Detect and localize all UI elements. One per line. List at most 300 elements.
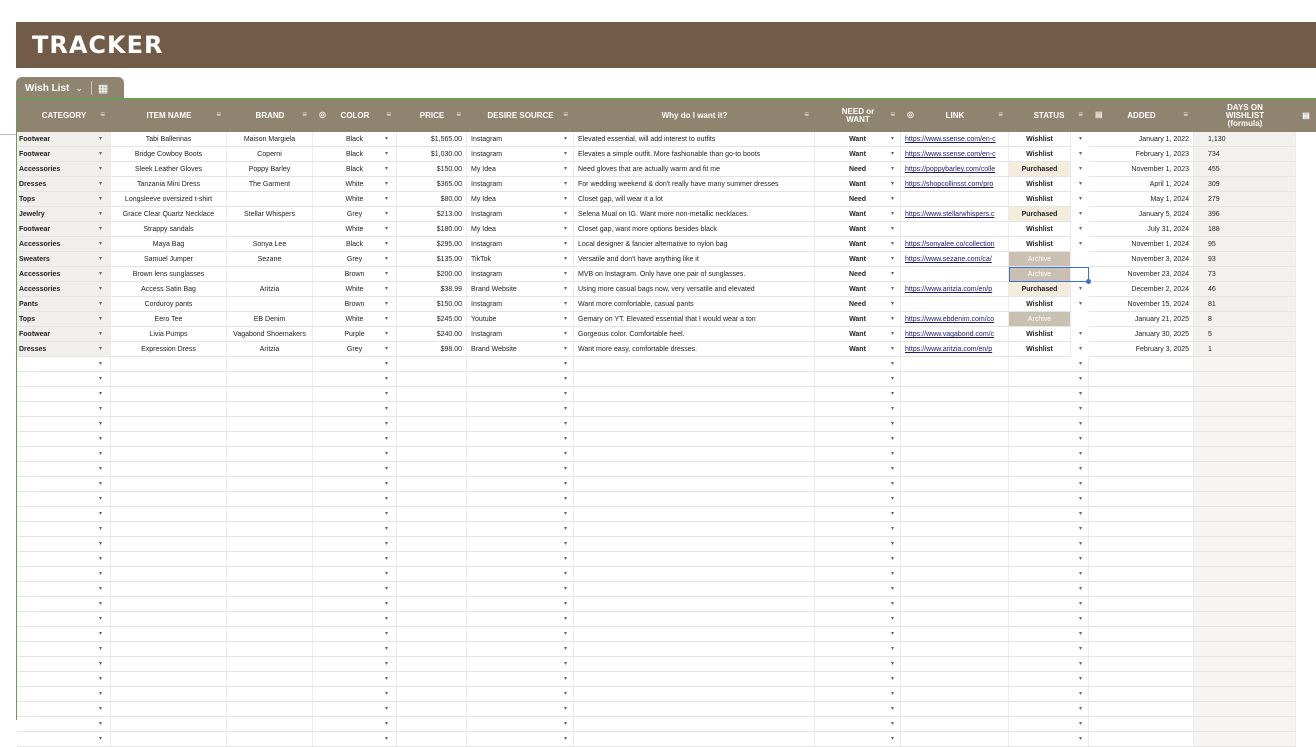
- cell-added[interactable]: [1089, 537, 1194, 552]
- cell-brand[interactable]: [227, 492, 313, 507]
- cell-brand[interactable]: [227, 672, 313, 687]
- cell-category[interactable]: [17, 417, 111, 432]
- cell-source[interactable]: [467, 627, 574, 642]
- cell-brand[interactable]: [227, 597, 313, 612]
- cell-need[interactable]: [815, 717, 901, 732]
- cell-why[interactable]: [574, 582, 815, 597]
- cell-item[interactable]: [111, 477, 227, 492]
- dropdown-arrow-icon[interactable]: ▾: [564, 361, 568, 367]
- cell-link[interactable]: [901, 147, 1009, 162]
- cell-need[interactable]: [815, 417, 901, 432]
- dropdown-arrow-icon[interactable]: ▾: [385, 316, 389, 322]
- cell-price[interactable]: [397, 342, 467, 357]
- cell-category[interactable]: [17, 492, 111, 507]
- cell-status[interactable]: [1009, 282, 1071, 297]
- cell-days[interactable]: [1194, 447, 1296, 462]
- selected-cell[interactable]: [1009, 267, 1089, 282]
- dropdown-arrow-icon[interactable]: ▾: [891, 211, 895, 217]
- cell-source[interactable]: [467, 462, 574, 477]
- cell-why[interactable]: [574, 492, 815, 507]
- filter-icon[interactable]: ≡: [100, 110, 105, 119]
- cell-brand[interactable]: [227, 342, 313, 357]
- cell-status[interactable]: [1009, 717, 1089, 732]
- cell-why[interactable]: [574, 462, 815, 477]
- cell-need[interactable]: [815, 267, 901, 282]
- dropdown-arrow-icon[interactable]: ▾: [385, 586, 389, 592]
- dropdown-arrow-icon[interactable]: ▾: [385, 301, 389, 307]
- cell-price[interactable]: [397, 177, 467, 192]
- cell-need[interactable]: [815, 537, 901, 552]
- dropdown-arrow-icon[interactable]: ▾: [385, 241, 389, 247]
- cell-category[interactable]: [17, 567, 111, 582]
- cell-link[interactable]: [901, 567, 1009, 582]
- cell-added[interactable]: [1089, 507, 1194, 522]
- cell-item[interactable]: [111, 732, 227, 747]
- cell-price[interactable]: [397, 627, 467, 642]
- cell-status[interactable]: [1009, 492, 1089, 507]
- cell-item[interactable]: [111, 372, 227, 387]
- cell-status[interactable]: [1009, 312, 1071, 327]
- dropdown-arrow-icon[interactable]: ▾: [385, 211, 389, 217]
- dropdown-arrow-icon[interactable]: ▾: [564, 256, 568, 262]
- dropdown-arrow-icon[interactable]: ▾: [385, 376, 389, 382]
- cell-source[interactable]: [467, 192, 574, 207]
- dropdown-arrow-icon[interactable]: ▾: [385, 601, 389, 607]
- cell-need[interactable]: [815, 477, 901, 492]
- cell-added[interactable]: [1089, 312, 1194, 327]
- cell-status[interactable]: [1009, 567, 1089, 582]
- cell-status[interactable]: [1009, 552, 1089, 567]
- cell-brand[interactable]: [227, 357, 313, 372]
- cell-why[interactable]: [574, 612, 815, 627]
- dropdown-arrow-icon[interactable]: ▾: [1079, 646, 1083, 652]
- cell-link[interactable]: [901, 582, 1009, 597]
- dropdown-arrow-icon[interactable]: ▾: [1079, 391, 1083, 397]
- dropdown-arrow-icon[interactable]: ▾: [99, 706, 103, 712]
- dropdown-arrow-icon[interactable]: ▾: [1079, 301, 1083, 307]
- cell-price[interactable]: [397, 357, 467, 372]
- cell-item[interactable]: [111, 552, 227, 567]
- cell-days[interactable]: [1194, 177, 1296, 192]
- cell-source[interactable]: [467, 207, 574, 222]
- cell-source[interactable]: [467, 522, 574, 537]
- dropdown-arrow-icon[interactable]: ▾: [385, 676, 389, 682]
- cell-why[interactable]: [574, 177, 815, 192]
- cell-source[interactable]: [467, 492, 574, 507]
- dropdown-arrow-icon[interactable]: ▾: [564, 601, 568, 607]
- cell-link[interactable]: [901, 177, 1009, 192]
- cell-brand[interactable]: [227, 627, 313, 642]
- cell-need[interactable]: [815, 492, 901, 507]
- cell-added[interactable]: [1089, 552, 1194, 567]
- selection-handle[interactable]: [1086, 279, 1091, 284]
- cell-category[interactable]: [17, 537, 111, 552]
- cell-days[interactable]: [1194, 597, 1296, 612]
- cell-category[interactable]: [17, 462, 111, 477]
- cell-why[interactable]: [574, 717, 815, 732]
- cell-category[interactable]: [17, 597, 111, 612]
- cell-category[interactable]: [17, 357, 111, 372]
- cell-source[interactable]: [467, 222, 574, 237]
- cell-source[interactable]: [467, 687, 574, 702]
- cell-status[interactable]: [1009, 252, 1071, 267]
- cell-status[interactable]: [1009, 447, 1089, 462]
- dropdown-arrow-icon[interactable]: ▾: [99, 721, 103, 727]
- cell-item[interactable]: [111, 447, 227, 462]
- cell-item[interactable]: [111, 657, 227, 672]
- dropdown-arrow-icon[interactable]: ▾: [891, 361, 895, 367]
- dropdown-arrow-icon[interactable]: ▾: [385, 541, 389, 547]
- dropdown-arrow-icon[interactable]: ▾: [99, 331, 103, 337]
- dropdown-arrow-icon[interactable]: ▾: [891, 421, 895, 427]
- dropdown-arrow-icon[interactable]: ▾: [564, 496, 568, 502]
- cell-category[interactable]: [17, 252, 111, 267]
- filter-icon[interactable]: ≡: [998, 110, 1003, 119]
- cell-added[interactable]: [1089, 267, 1194, 282]
- column-header-price[interactable]: [397, 100, 467, 132]
- dropdown-arrow-icon[interactable]: ▾: [99, 436, 103, 442]
- dropdown-arrow-icon[interactable]: ▾: [564, 406, 568, 412]
- cell-why[interactable]: [574, 132, 815, 147]
- cell-source[interactable]: [467, 282, 574, 297]
- cell-added[interactable]: [1089, 522, 1194, 537]
- cell-link[interactable]: [901, 447, 1009, 462]
- cell-price[interactable]: [397, 297, 467, 312]
- cell-link[interactable]: [901, 162, 1009, 177]
- filter-icon[interactable]: ≡: [216, 110, 221, 119]
- cell-item[interactable]: [111, 402, 227, 417]
- cell-status[interactable]: [1009, 642, 1089, 657]
- dropdown-arrow-icon[interactable]: ▾: [99, 451, 103, 457]
- cell-link[interactable]: [901, 297, 1009, 312]
- cell-need[interactable]: [815, 402, 901, 417]
- cell-price[interactable]: [397, 657, 467, 672]
- dropdown-arrow-icon[interactable]: ▾: [564, 661, 568, 667]
- dropdown-arrow-icon[interactable]: ▾: [385, 661, 389, 667]
- cell-item[interactable]: [111, 132, 227, 147]
- dropdown-arrow-icon[interactable]: ▾: [564, 526, 568, 532]
- dropdown-arrow-icon[interactable]: ▾: [99, 241, 103, 247]
- cell-link[interactable]: [901, 372, 1009, 387]
- cell-need[interactable]: [815, 132, 901, 147]
- dropdown-arrow-icon[interactable]: ▾: [1079, 196, 1083, 202]
- cell-status[interactable]: [1009, 537, 1089, 552]
- cell-link[interactable]: [901, 252, 1009, 267]
- dropdown-arrow-icon[interactable]: ▾: [891, 481, 895, 487]
- dropdown-arrow-icon[interactable]: ▾: [564, 706, 568, 712]
- cell-days[interactable]: [1194, 342, 1296, 357]
- dropdown-arrow-icon[interactable]: ▾: [891, 511, 895, 517]
- cell-source[interactable]: [467, 357, 574, 372]
- dropdown-arrow-icon[interactable]: ▾: [891, 706, 895, 712]
- cell-days[interactable]: [1194, 522, 1296, 537]
- cell-brand[interactable]: [227, 207, 313, 222]
- cell-price[interactable]: [397, 672, 467, 687]
- dropdown-arrow-icon[interactable]: ▾: [99, 271, 103, 277]
- cell-source[interactable]: [467, 672, 574, 687]
- dropdown-arrow-icon[interactable]: ▾: [1079, 211, 1083, 217]
- cell-added[interactable]: [1089, 477, 1194, 492]
- cell-brand[interactable]: [227, 222, 313, 237]
- filter-icon[interactable]: ≡: [386, 110, 391, 119]
- dropdown-arrow-icon[interactable]: ▾: [1079, 346, 1083, 352]
- dropdown-arrow-icon[interactable]: ▾: [385, 466, 389, 472]
- cell-category[interactable]: [17, 312, 111, 327]
- dropdown-arrow-icon[interactable]: ▾: [564, 691, 568, 697]
- cell-need[interactable]: [815, 372, 901, 387]
- dropdown-arrow-icon[interactable]: ▾: [891, 646, 895, 652]
- cell-days[interactable]: [1194, 192, 1296, 207]
- cell-brand[interactable]: [227, 237, 313, 252]
- dropdown-arrow-icon[interactable]: ▾: [385, 256, 389, 262]
- cell-source[interactable]: [467, 507, 574, 522]
- dropdown-arrow-icon[interactable]: ▾: [891, 466, 895, 472]
- cell-item[interactable]: [111, 147, 227, 162]
- cell-item[interactable]: [111, 357, 227, 372]
- dropdown-arrow-icon[interactable]: ▾: [99, 601, 103, 607]
- cell-need[interactable]: [815, 222, 901, 237]
- cell-price[interactable]: [397, 237, 467, 252]
- cell-days[interactable]: [1194, 372, 1296, 387]
- dropdown-arrow-icon[interactable]: ▾: [385, 421, 389, 427]
- cell-need[interactable]: [815, 147, 901, 162]
- cell-item[interactable]: [111, 492, 227, 507]
- cell-source[interactable]: [467, 147, 574, 162]
- dropdown-arrow-icon[interactable]: ▾: [564, 541, 568, 547]
- cell-item[interactable]: [111, 297, 227, 312]
- cell-item[interactable]: [111, 312, 227, 327]
- dropdown-arrow-icon[interactable]: ▾: [891, 376, 895, 382]
- dropdown-arrow-icon[interactable]: ▾: [1079, 286, 1083, 292]
- dropdown-arrow-icon[interactable]: ▾: [1079, 721, 1083, 727]
- cell-need[interactable]: [815, 432, 901, 447]
- dropdown-arrow-icon[interactable]: ▾: [891, 436, 895, 442]
- cell-why[interactable]: [574, 297, 815, 312]
- cell-link[interactable]: [901, 462, 1009, 477]
- dropdown-arrow-icon[interactable]: ▾: [1079, 136, 1083, 142]
- dropdown-arrow-icon[interactable]: ▾: [99, 316, 103, 322]
- cell-added[interactable]: [1089, 192, 1194, 207]
- dropdown-arrow-icon[interactable]: ▾: [891, 286, 895, 292]
- cell-added[interactable]: [1089, 327, 1194, 342]
- dropdown-arrow-icon[interactable]: ▾: [99, 691, 103, 697]
- cell-item[interactable]: [111, 342, 227, 357]
- cell-why[interactable]: [574, 312, 815, 327]
- cell-need[interactable]: [815, 327, 901, 342]
- dropdown-arrow-icon[interactable]: ▾: [99, 481, 103, 487]
- cell-price[interactable]: [397, 582, 467, 597]
- cell-link[interactable]: [901, 552, 1009, 567]
- cell-item[interactable]: [111, 162, 227, 177]
- cell-status[interactable]: [1009, 342, 1071, 357]
- cell-price[interactable]: [397, 522, 467, 537]
- dropdown-arrow-icon[interactable]: ▾: [385, 226, 389, 232]
- dropdown-arrow-icon[interactable]: ▾: [564, 586, 568, 592]
- dropdown-arrow-icon[interactable]: ▾: [891, 571, 895, 577]
- cell-source[interactable]: [467, 267, 574, 282]
- chevron-down-icon[interactable]: ⌄: [75, 82, 83, 93]
- dropdown-arrow-icon[interactable]: ▾: [891, 601, 895, 607]
- filter-icon[interactable]: ≡: [804, 110, 809, 119]
- cell-brand[interactable]: [227, 432, 313, 447]
- cell-days[interactable]: [1194, 312, 1296, 327]
- dropdown-arrow-icon[interactable]: ▾: [99, 466, 103, 472]
- cell-link[interactable]: [901, 387, 1009, 402]
- cell-added[interactable]: [1089, 132, 1194, 147]
- cell-price[interactable]: [397, 642, 467, 657]
- cell-source[interactable]: [467, 612, 574, 627]
- cell-why[interactable]: [574, 237, 815, 252]
- cell-status[interactable]: [1009, 507, 1089, 522]
- cell-why[interactable]: [574, 522, 815, 537]
- dropdown-arrow-icon[interactable]: ▾: [564, 271, 568, 277]
- cell-link[interactable]: [901, 732, 1009, 747]
- cell-brand[interactable]: [227, 612, 313, 627]
- cell-brand[interactable]: [227, 162, 313, 177]
- cell-link[interactable]: [901, 132, 1009, 147]
- dropdown-arrow-icon[interactable]: ▾: [385, 646, 389, 652]
- cell-status[interactable]: [1009, 162, 1071, 177]
- column-header-source[interactable]: [467, 100, 574, 132]
- dropdown-arrow-icon[interactable]: ▾: [564, 241, 568, 247]
- cell-need[interactable]: [815, 597, 901, 612]
- cell-item[interactable]: [111, 432, 227, 447]
- cell-why[interactable]: [574, 627, 815, 642]
- cell-why[interactable]: [574, 732, 815, 747]
- dropdown-arrow-icon[interactable]: ▾: [564, 166, 568, 172]
- cell-price[interactable]: [397, 597, 467, 612]
- dropdown-arrow-icon[interactable]: ▾: [564, 436, 568, 442]
- cell-category[interactable]: [17, 207, 111, 222]
- cell-why[interactable]: [574, 222, 815, 237]
- cell-brand[interactable]: [227, 477, 313, 492]
- cell-status[interactable]: [1009, 657, 1089, 672]
- cell-need[interactable]: [815, 672, 901, 687]
- cell-why[interactable]: [574, 552, 815, 567]
- dropdown-arrow-icon[interactable]: ▾: [1079, 436, 1083, 442]
- cell-link[interactable]: [901, 717, 1009, 732]
- dropdown-arrow-icon[interactable]: ▾: [99, 226, 103, 232]
- cell-days[interactable]: [1194, 627, 1296, 642]
- cell-added[interactable]: [1089, 732, 1194, 747]
- dropdown-arrow-icon[interactable]: ▾: [891, 136, 895, 142]
- dropdown-arrow-icon[interactable]: ▾: [891, 496, 895, 502]
- cell-days[interactable]: [1194, 147, 1296, 162]
- cell-status[interactable]: [1009, 732, 1089, 747]
- cell-item[interactable]: [111, 237, 227, 252]
- dropdown-arrow-icon[interactable]: ▾: [891, 196, 895, 202]
- cell-added[interactable]: [1089, 702, 1194, 717]
- dropdown-arrow-icon[interactable]: ▾: [385, 346, 389, 352]
- cell-added[interactable]: [1089, 372, 1194, 387]
- cell-price[interactable]: [397, 207, 467, 222]
- dropdown-arrow-icon[interactable]: ▾: [99, 556, 103, 562]
- cell-brand[interactable]: [227, 252, 313, 267]
- cell-item[interactable]: [111, 717, 227, 732]
- cell-source[interactable]: [467, 252, 574, 267]
- cell-price[interactable]: [397, 417, 467, 432]
- dropdown-arrow-icon[interactable]: ▾: [1079, 556, 1083, 562]
- cell-category[interactable]: [17, 717, 111, 732]
- cell-price[interactable]: [397, 687, 467, 702]
- cell-why[interactable]: [574, 162, 815, 177]
- cell-brand[interactable]: [227, 537, 313, 552]
- cell-status[interactable]: [1009, 672, 1089, 687]
- cell-link[interactable]: [901, 477, 1009, 492]
- cell-link[interactable]: [901, 612, 1009, 627]
- dropdown-arrow-icon[interactable]: ▾: [385, 331, 389, 337]
- dropdown-arrow-icon[interactable]: ▾: [891, 676, 895, 682]
- dropdown-arrow-icon[interactable]: ▾: [1079, 676, 1083, 682]
- dropdown-arrow-icon[interactable]: ▾: [1079, 256, 1083, 262]
- cell-item[interactable]: [111, 702, 227, 717]
- column-header-item[interactable]: [111, 100, 227, 132]
- cell-status[interactable]: [1009, 402, 1089, 417]
- cell-price[interactable]: [397, 717, 467, 732]
- cell-status[interactable]: [1009, 297, 1071, 312]
- cell-link[interactable]: [901, 312, 1009, 327]
- cell-status[interactable]: [1009, 522, 1089, 537]
- cell-why[interactable]: [574, 567, 815, 582]
- cell-days[interactable]: [1194, 267, 1296, 282]
- filter-icon[interactable]: ≡: [563, 110, 568, 119]
- cell-status[interactable]: [1009, 477, 1089, 492]
- cell-why[interactable]: [574, 327, 815, 342]
- filter-icon[interactable]: ≡: [890, 110, 895, 119]
- cell-source[interactable]: [467, 582, 574, 597]
- dropdown-arrow-icon[interactable]: ▾: [385, 721, 389, 727]
- dropdown-arrow-icon[interactable]: ▾: [99, 616, 103, 622]
- cell-category[interactable]: [17, 672, 111, 687]
- cell-price[interactable]: [397, 732, 467, 747]
- cell-price[interactable]: [397, 312, 467, 327]
- cell-item[interactable]: [111, 537, 227, 552]
- dropdown-arrow-icon[interactable]: ▾: [99, 421, 103, 427]
- cell-status[interactable]: [1009, 687, 1089, 702]
- cell-need[interactable]: [815, 207, 901, 222]
- dropdown-arrow-icon[interactable]: ▾: [891, 541, 895, 547]
- dropdown-arrow-icon[interactable]: ▾: [99, 406, 103, 412]
- cell-added[interactable]: [1089, 282, 1194, 297]
- cell-need[interactable]: [815, 342, 901, 357]
- dropdown-arrow-icon[interactable]: ▾: [564, 466, 568, 472]
- cell-category[interactable]: [17, 402, 111, 417]
- cell-link[interactable]: [901, 267, 1009, 282]
- cell-status[interactable]: [1009, 387, 1089, 402]
- cell-item[interactable]: [111, 282, 227, 297]
- cell-item[interactable]: [111, 582, 227, 597]
- cell-link[interactable]: [901, 207, 1009, 222]
- cell-days[interactable]: [1194, 612, 1296, 627]
- cell-need[interactable]: [815, 507, 901, 522]
- cell-link[interactable]: [901, 627, 1009, 642]
- cell-item[interactable]: [111, 567, 227, 582]
- dropdown-arrow-icon[interactable]: ▾: [99, 361, 103, 367]
- dropdown-arrow-icon[interactable]: ▾: [891, 586, 895, 592]
- cell-item[interactable]: [111, 207, 227, 222]
- cell-why[interactable]: [574, 387, 815, 402]
- cell-status[interactable]: [1009, 132, 1071, 147]
- cell-need[interactable]: [815, 162, 901, 177]
- dropdown-arrow-icon[interactable]: ▾: [385, 271, 389, 277]
- column-header-color[interactable]: [313, 100, 397, 132]
- dropdown-arrow-icon[interactable]: ▾: [564, 721, 568, 727]
- dropdown-arrow-icon[interactable]: ▾: [564, 451, 568, 457]
- cell-item[interactable]: [111, 192, 227, 207]
- cell-item[interactable]: [111, 507, 227, 522]
- dropdown-arrow-icon[interactable]: ▾: [385, 286, 389, 292]
- dropdown-arrow-icon[interactable]: ▾: [891, 166, 895, 172]
